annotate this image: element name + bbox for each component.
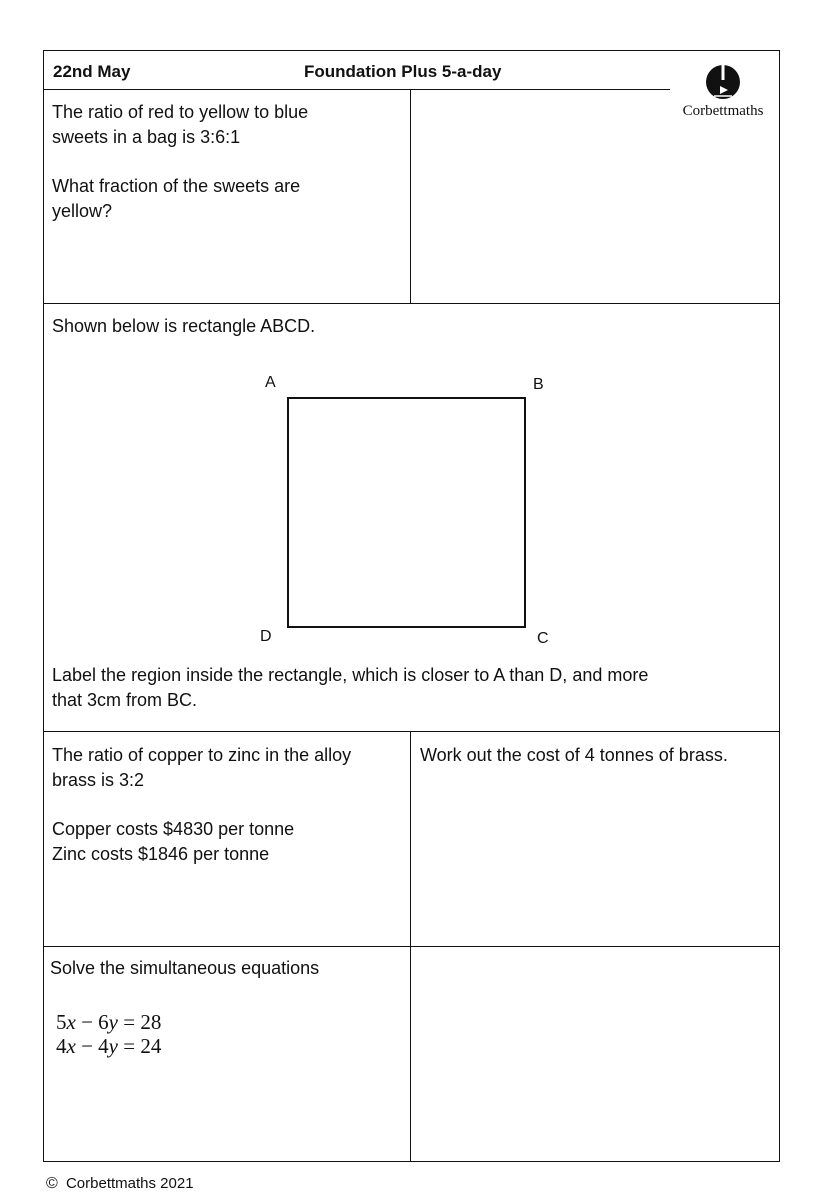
q1-text [52, 100, 308, 224]
header-divider [43, 89, 670, 90]
q3-line2: brass is 3:2 [52, 770, 145, 790]
q4-intro: Solve the simultaneous equations [50, 958, 320, 978]
q2-task [52, 663, 648, 713]
rectangle-abcd [287, 397, 526, 628]
q1-line3: What fraction of the sweets are [52, 176, 301, 196]
logo-text: Corbettmaths [682, 103, 764, 119]
q3-line1: The ratio of copper to zinc in the alloy [52, 745, 352, 765]
vertex-label-d: D [260, 628, 272, 645]
worksheet-title: Foundation Plus 5-a-day [304, 62, 502, 81]
vertex-label-b: B [533, 376, 544, 393]
equation-1: 5x − 6y = 28 [56, 1010, 162, 1034]
row-divider-1 [43, 303, 780, 304]
q1-line4: yellow? [52, 201, 113, 221]
equation-2: 4x − 4y = 24 [56, 1034, 162, 1058]
q2-intro: Shown below is rectangle ABCD. [52, 316, 316, 336]
row-divider-3 [43, 946, 780, 947]
footer-text: Corbettmaths 2021 [65, 1175, 194, 1192]
logo-emblem-icon [670, 62, 776, 102]
footer-copyright [46, 1175, 194, 1193]
vertex-label-c: C [537, 630, 549, 647]
row-divider-2 [43, 731, 780, 732]
vertex-label-a: A [265, 374, 276, 391]
q3-line3: Copper costs $4830 per tonne [52, 819, 295, 839]
q3-text [52, 743, 351, 867]
q1-line2: sweets in a bag is 3:6:1 [52, 127, 241, 147]
date-label: 22nd May [53, 62, 131, 81]
corbettmaths-logo [670, 62, 776, 120]
q3-line4: Zinc costs $1846 per tonne [52, 844, 270, 864]
q2-task-line1: Label the region inside the rectangle, which is closer to A than D, and more [52, 665, 649, 685]
column-divider-1 [410, 89, 411, 303]
q1-line1: The ratio of red to yellow to blue [52, 102, 309, 122]
copyright-icon: © [46, 1175, 58, 1192]
q2-task-line2: that 3cm from BC. [52, 690, 198, 710]
column-divider-2 [410, 731, 411, 1162]
q3-right-text: Work out the cost of 4 tonnes of brass. [420, 745, 728, 765]
